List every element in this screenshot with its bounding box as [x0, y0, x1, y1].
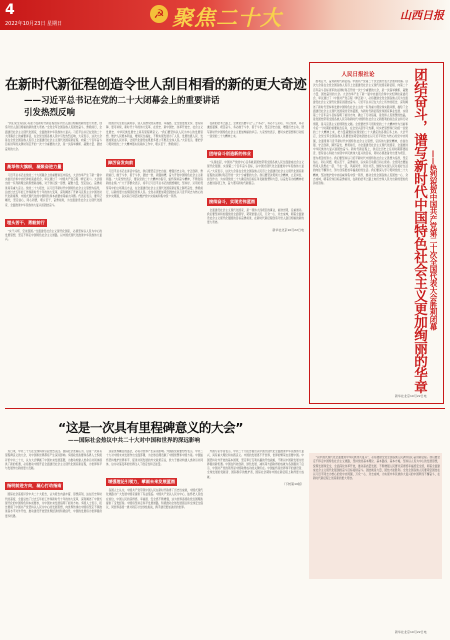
article-text-block: “以中国式现代化全面推进中华民族伟大复兴”，必将激励全党全国各族人民满怀信心奋进新征程。我们要坚定不移走中国特色社会主义道路，坚持党的基本理论、基本路线、基本方略，坚持以人民为中心的发展思想，统筹发展和安全，全面深化改革开放，推动高质量发展，不断增强人民群众获得感幸福感安全感，朝着全面建成社会主义现代化强国的奋斗目标接续奋斗。团结就是力量，团结才能胜利。全党全国各族人民要紧密团结在以习近平同志为核心的党中央周围，万众一心、众志成城，为实现中华民族伟大复兴的中国梦而不懈奋斗，在新时代新征程上创造新的更大奇迹。 — [313, 456, 440, 481]
section-title: 聚焦二十大 — [172, 5, 282, 30]
lead-article-byline: 新华社北京10月22日电 — [272, 227, 304, 232]
editorial-byline: 新华社北京10月22日电 — [395, 394, 427, 398]
article-text-block: 各国人士认为，中国共产党带领中国人民在新时代取得了历史性成就，中国式现代化道路为广大发展中国家提供了有益借鉴。中国共产党以人民为中心，始终把人民放在首位，中国人民的获得感、幸福感、安全感不断增强，这为世界各国政党治国理政提供了宝贵经验。中国将坚持走和平发展道路，积极推动全球发展倡议和全球安全倡议，同世界各国一道共同应对全球性挑战，携手建设更加美好的世界。 — [106, 489, 203, 509]
continued-note: （下转第10版） — [282, 481, 304, 486]
lead-subhead: 埋头苦干、勇毅前行 — [7, 219, 45, 225]
article-text-block: “我们完全有信心有能力在新时代新征程创造令世人刮目相看的新的更大奇迹，创造令世人刮目相看的新的更大奇迹。”全党全军全国各族人民团结奋斗，勇毅前行，全面建设社会主义现代化国家，全面推进中华民族伟大复兴。习近平总书记在党的二十大闭幕会上的重要讲话，在全党全国各族人民中引发热烈反响，大家表示，这次大会是在全党全国各族人民迈上全面建设社会主义现代化国家新征程、向第二个百年奋斗目标进军的关键时刻召开的一次十分重要的大会，是一次高举旗帜、凝聚力量、团结奋进的大会。 — [5, 122, 102, 151]
second-article-column-1 — [5, 450, 102, 636]
lead-article-column-3 — [207, 122, 304, 404]
second-article-column-2 — [106, 450, 203, 636]
second-subhead: 增强理论引领力，擘画未来发展蓝图 — [108, 479, 176, 484]
second-article-title: “这是一次具有里程碑意义的大会” — [58, 420, 244, 435]
editorial-body — [313, 80, 408, 396]
lead-article-column-1 — [5, 122, 102, 404]
article-text-block: 全面建设社会主义现代化国家，是一项伟大而艰巨的事业，前途光明，任重道远。我们要坚持和加强党的全面领导，紧紧依靠人民，万众一心、众志成城，朝着全面建设社会主义现代化强国的目标奋勇前进，在新时代新征程创造令世人刮目相看的新的更大奇迹。 — [207, 208, 304, 225]
party-emblem-icon: ☭ — [150, 5, 168, 23]
article-text-block: “实干兴邦，空谈误国。”全面建设社会主义现代化国家，必须坚持以人民为中心的发展思想，坚定不移走中国特色社会主义道路，以中国式现代化推进中华民族伟大复兴。 — [5, 229, 102, 242]
lead-article-title: 在新时代新征程创造令世人刮目相看的新的更大奇迹 — [5, 77, 307, 93]
newspaper-logo: 山西日报 — [400, 9, 444, 22]
lead-subhead: 高举伟大旗帜，凝聚奋进力量 — [7, 163, 62, 169]
article-text-block: 习近平总书记在讲话中指出，我们要坚定历史自信、增强历史主动，守正创新、勇毅前行，敢于斗争、善于斗争，团结一致、顽强拼搏，奋力开创中国特色社会主义新局面。“大家纷纷表示，要以党的二十大精神为指引，始终保持奋斗精神，不断创造新的业绩。”广大干部群众表示，将牢记习近平总书记的殷殷嘱托，坚持好、运用好贯穿其中的立场观点方法，在全面建设社会主义现代化国家新征程上踔厉奋发、勇毅前行，以新的更大成绩回报党和人民。全党必须更加紧密团结在以习近平同志为核心的党中央周围，以实际行动坚决维护党中央权威和集中统一领导。 — [106, 169, 203, 198]
second-article-subtitle: ——国际社会热议中共二十大对中国和世界的深远影响 — [68, 438, 201, 444]
lead-article-subtitle: ——习近平总书记在党的二十大闭幕会上的重要讲话 — [24, 96, 220, 106]
lead-subhead: 团结奋斗创造新的伟业 — [209, 151, 251, 156]
quote-box-text — [313, 456, 440, 576]
lead-subhead: 接续奋斗，实现宏伟蓝图 — [209, 198, 256, 204]
second-subhead: 指明前进方向，凝心打动指南 — [7, 483, 62, 489]
page-number: 4 — [5, 2, 15, 18]
lead-article-column-2 — [106, 122, 203, 404]
section-divider — [5, 408, 445, 409]
article-text-block: 在新的赶考之路上，全体党员要牢记“三个务必”，务必不忘初心、牢记使命，务必谦虚谨慎、艰苦奋斗，务必敢于斗争、善于斗争，坚定历史自信，增强历史主动，谱写新时代中国特色社会主义更加绚丽的华章。大家纷纷表示，要切实把思想和行动统一到党的二十大精神上来。 — [207, 122, 304, 138]
lead-article-subtitle-2: 引发热烈反响 — [24, 108, 76, 118]
editorial-label: 人民日报社论 — [341, 72, 375, 78]
article-text-block: 的国计民生的点滴进步，到人民群众的获得感、幸福感、安全感更加充实、更有保障、更可持续，新时代十年的伟大变革，在党史、新中国史、改革开放史、社会主义发展史、中华民族发展史上具有里程碑意义。“我们要坚持以人民为中心的发展思想，维护人民根本利益，增进民生福祉，不断实现发展为了人民、发展依靠人民、发展成果由人民共享，让现代化建设成果更多更公平惠及全体人民。”大家表示，要把学习贯彻党的二十大精神落实到具体工作中，埋头苦干、勇毅前行。 — [106, 122, 203, 147]
article-text-block: “从现在起，中国共产党的中心任务就是团结带领全国各族人民全面建成社会主义现代化强国、实现第二个百年奋斗目标，以中国式现代化全面推进中华民族伟大复兴。”大家表示，这次大会是在全党全国各族人民迈上全面建设社会主义现代化国家新征程的关键时刻召开的一次十分重要的大会。我们要坚决贯彻大会精神，立足岗位、担当作为，为实现党的二十大确定的目标任务贡献智慧和力量，以奋发有为的精神状态推进各项工作，奋力谱写新时代新篇章。 — [207, 161, 304, 186]
editorial-headline: 团结奋斗，谱写新时代中国特色社会主义更加绚丽的华章 — [411, 68, 427, 393]
publication-date: 2022年10月23日 星期日 — [5, 21, 63, 27]
second-article-column-3 — [207, 450, 304, 636]
lead-subhead: 踔厉奋发向前 — [108, 159, 134, 165]
article-text-block: 胜利召开，奋进新时代新征程。中国共产党第二十次全国代表大会胜利闭幕。这次大会是在全党全国各族人民迈上全面建设社会主义现代化国家新征程、向第二个百年奋斗目标进军的关键时刻召开的一次十分重要的大会，是一次高举旗帜、凝聚力量、团结奋进的大会。大会选举产生了新一届中央委员会和中央纪律检查委员会，审议通过了《中国共产党章程（修正案）》，必将激励全党全国各族人民为全面建设社会主义现代化国家而团结奋斗。习近平总书记在大会上所作的报告，深刻阐述了新时代坚持和发展中国特色社会主义的一系列重大理论和实践问题，描绘了全面建设社会主义现代化国家的宏伟蓝图，为新时代新征程党和国家事业发展、实现第二个百年奋斗目标指明了前进方向、确立了行动指南，是党和人民智慧的结晶，是党团结带领全国各族人民夺取新时代中国特色社会主义新胜利的政治宣言和行动纲领，是马克思主义的纲领性文献。全党要把学习贯彻党的二十大精神作为当前和今后一个时期的首要政治任务，在全党兴起学习热潮，切实把思想和行动统一到党的二十大精神上来，把力量凝聚到实现党的二十大确定的各项任务上来。大会号召，全党全军全国各族人民要更加紧密地团结在以习近平同志为核心的党中央周围，全面贯彻习近平新时代中国特色社会主义思想，弘扬伟大建党精神，自信自强、守正创新，踔厉奋发、勇毅前行，为全面建设社会主义现代化国家、全面推进中华民族伟大复兴而团结奋斗。新时代新征程上，我们比历史上任何时期都更接近、更有信心和能力实现中华民族伟大复兴的目标，同时必须准备付出更为艰巨、更为艰苦的努力。我们要坚持以习近平新时代中国特色社会主义思想为指导，坚定信心、同心同德，埋头苦干、奋勇前进，以实际行动践行初心使命。全党同志要始终同人民想在一起、干在一起，风雨同舟、同甘共苦，继续为实现人民对美好生活的向往不懈努力，努力创造更加幸福美好的生活。我们要深入学习贯彻党的二十大精神，坚决维护党中央权威和集中统一领导，推动全党全国各族人民团结一心、众志成城，朝着宏伟目标奋勇前进，在新的赶考之路上向历史和人民交出新的更加优异的答卷。 — [313, 80, 408, 185]
article-text-block: 这是世界瞩目的盛会，必将对世界产生深远影响。外国政党政要纷纷表示，中共二十大对中国未来发展作出全面部署，为全球治理贡献了中国智慧和中国方案。中国始终坚持维护世界和平、促进共同发展的外交政策宗旨，致力于推动构建人类命运共同体，这为动荡变革的世界注入了稳定性和正能量。 — [106, 450, 203, 466]
article-text-block: 习近平总书记在党的二十大闭幕会上的重要讲话中指出，大会选举产生了新一届中央委员会和中央纪律检查委员会，审议通过了《中国共产党章程（修正案）》。大会提出的一系列新理念新思想新战略，对于我们统一思想、凝聚力量，坚定信心，奋勇前进具有重大意义。党的二十大报告，以习近平新时代中国特色社会主义思想为指导，总结过去五年的工作和新时代十年的伟大变革，深刻阐述了开辟马克思主义中国化时代化新境界、中国式现代化的中国特色和本质要求等重大问题。代表们表示，要牢记嘱托，坚定信心，同心同德，埋头苦干，奋勇前进，为全面建设社会主义现代化国家、全面推进中华民族伟大复兴而团结奋斗。 — [5, 173, 102, 207]
quote-byline: 新华社北京10月22日电 — [395, 630, 427, 634]
editorial-subheadline: ——热烈祝贺中国共产党第二十次全国代表大会胜利闭幕 — [429, 150, 438, 331]
article-text-block: 国际社会高度评价中共二十大报告，认为报告内涵丰富、思想深刻，站在历史和时代的高度，全面总结了过去五年的工作和新时代十年的伟大变革，深刻阐述了中国式现代化的中国特色和本质要求，为中国未来发展指明了前进方向。多国人士表示，报告展现了中国共产党坚持以人民为中心的发展思想，向世界传递出中国将坚定不移推进高水平对外开放、推动建设开放型世界经济的积极信号，中国的发展将为世界提供更多机遇。 — [5, 493, 102, 518]
article-text-block: 外国专家学者表示，中共二十大报告提出以中国式现代化全面推进中华民族伟大复兴，具有重大理论和实践意义。中国的发展离不开世界，世界的繁荣也需要中国。中国坚持对外开放的基本国策，坚定奉行互利共赢的开放战略，不断以中国新发展为世界提供新机遇。中国在科技创新、绿色发展、减贫等方面取得的成就为各国提供了启示，中国共产党的领导是中国取得成功的关键所在。中国始终是世界和平的建设者、全球发展的贡献者、国际秩序的维护者，国际社会期待中国在新征程上取得更大成就。 — [207, 450, 304, 479]
article-text-block: 连日来，中共二十大在全球持续引起热烈关注。国际社会普遍认为，这是一次具有里程碑意义的大会，对中国和世界都将产生深远影响。多国政党政要和各界人士积极评价中共二十大，认为大会擘画了中国未来发展蓝图，为推动构建人类命运共同体提供了新的机遇，必将推动中国开启全面建设社会主义现代化国家新征程，为世界和平与发展作出新的更大贡献。 — [5, 450, 102, 470]
